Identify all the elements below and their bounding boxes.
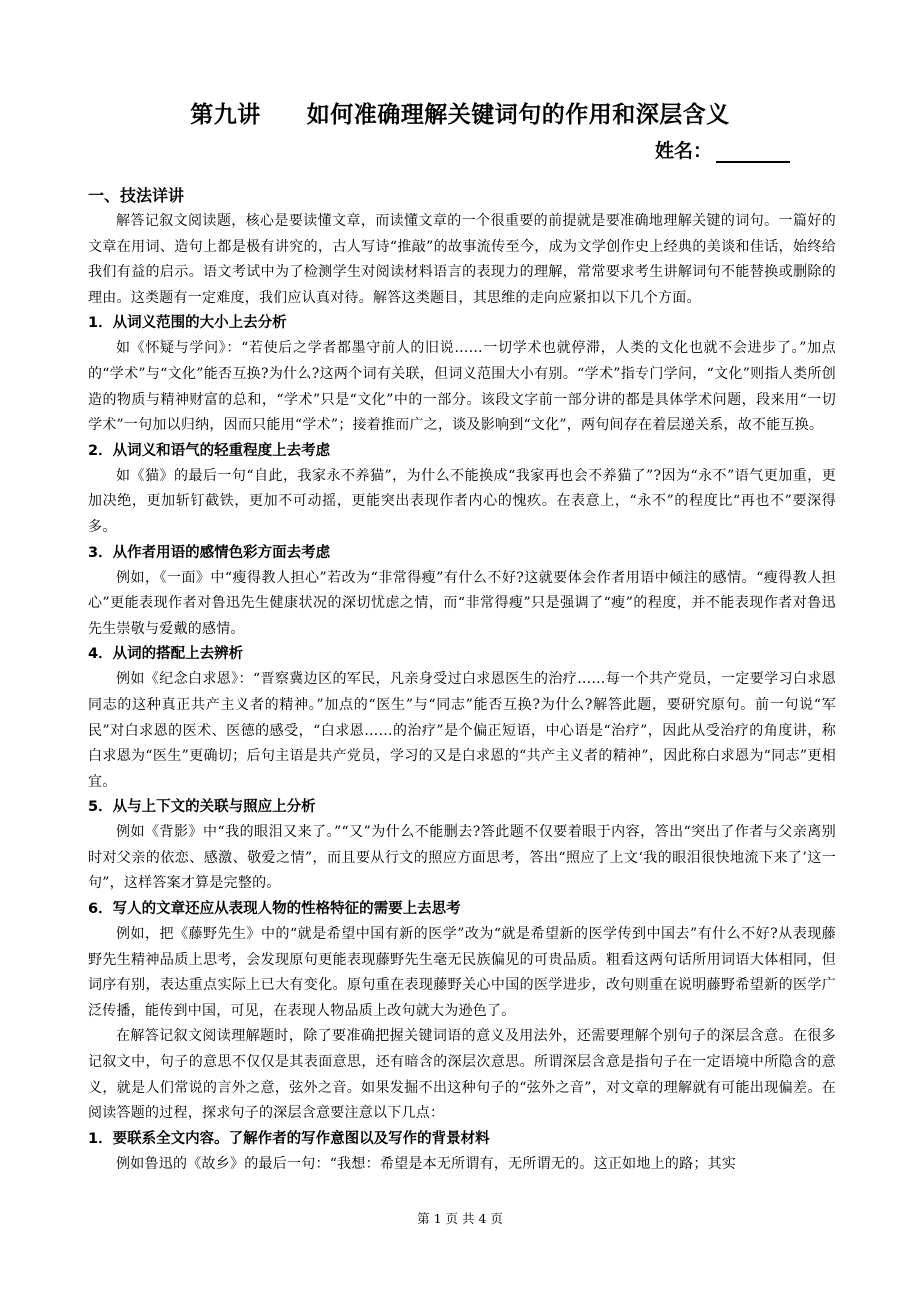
point-heading: 4．从词的搭配上去辨析 — [88, 646, 244, 663]
lecture-number: 第九讲 — [190, 102, 261, 128]
section-heading: 一、技法详讲 — [88, 186, 185, 205]
deep-point-heading: 1．要联系全文内容。了解作者的写作意图以及写作的背景材料 — [88, 1130, 490, 1147]
intro-paragraph: 解答记叙文阅读题，核心是要读懂文章，而读懂文章的一个很重要的前提就是要准确地理解关键的词句。一篇好的文章在用词、造句上都是极有讲究的，古人写诗“推敲”的故事流传至今，成为文学创作史上经典的美谈和佳话，始终给我们有益的启示。语文考试中为了检测学生对阅读材料语言的表现力的理解，常常要求考生讲解词句不能替换或删除的理由。这类题有一定难度，我们应认真对待。解答这类题目，其思维的走向应紧扣以下几个方面。 — [88, 213, 836, 306]
point-paragraph: 例如，《一面》中“瘦得教人担心”若改为“非常得瘦”有什么不好?这就要体会作者用语中倾注的感情。“瘦得教人担心”更能表现作者对鲁迅先生健康状况的深切忧虑之情，而“非常得瘦”只是强调了“瘦”的程度，并不能表现作者对鲁迅先生崇敬与爱戴的感情。 — [88, 569, 836, 637]
point-paragraph: 例如《纪念白求恩》：“晋察冀边区的军民，凡亲身受过白求恩医生的治疗……每一个共产党员，一定要学习白求恩同志的这种真正共产主义者的精神。”加点的“医生”与“同志”能否互换?为什么?解答此题，要研究原句。前一句说“军民”对白求恩的医术、医德的感受，“白求恩……的治疗”是个偏正短语，中心语是“治疗”，因此从受治疗的角度讲，称白求恩为“医生”更确切；后句主语是共产党员，学习的又是白求恩的“共产主义者的精神”，因此称白求恩为“同志”更相宜。 — [88, 671, 836, 790]
lecture-title: 如何准确理解关键词句的作用和深层含义 — [306, 102, 730, 128]
name-blank — [716, 143, 790, 163]
deep-point-paragraph: 例如鲁迅的《故乡》的最后一句：“我想：希望是本无所谓有，无所谓无的。这正如地上的路；其实 — [116, 1155, 737, 1172]
point-heading: 6．写人的文章还应从表现人物的性格特征的需要上去思考 — [88, 901, 461, 918]
point-heading: 1．从词义范围的大小上去分析 — [88, 315, 287, 332]
point-heading: 2．从词义和语气的轻重程度上去考虑 — [88, 442, 331, 459]
document-body — [88, 183, 836, 1177]
name-field — [655, 136, 790, 163]
page-footer: 第 1 页 共 4 页 — [417, 1211, 503, 1226]
page-title — [0, 96, 920, 129]
name-label: 姓名： — [655, 140, 713, 162]
point-paragraph: 例如《背影》中“我的眼泪又来了。”“又”为什么不能删去?答此题不仅要着眼于内容，答出“突出了作者与父亲离别时对父亲的依恋、感激、敬爱之情”，而且要从行文的照应方面思考，答出“照应了上文‘我的眼泪很快地流下来了’这一句”，这样答案才算是完整的。 — [88, 824, 836, 892]
point-paragraph: 如《猫》的最后一句“自此，我家永不养猫”，为什么不能换成“我家再也会不养猫了”?因为“永不”语气更加重，更加决绝，更加斩钉截铁，更加不可动摇，更能突出表现作者内心的愧疚。在表意上，“永不”的程度比“再也不”要深得多。 — [88, 467, 836, 535]
point-paragraph: 例如，把《藤野先生》中的“就是希望中国有新的医学”改为“就是希望新的医学传到中国去”有什么不好?从表现藤野先生精神品质上思考，会发现原句更能表现藤野先生毫无民族偏见的可贵品质。粗看这两句话所用词语大体相同，但词序有别，表达重点实际上已大有变化。原句重在表现藤野关心中国的医学进步，改句则重在说明藤野希望新的医学广泛传播，能传到中国，可见，在表现人物品质上改句就大为逊色了。 — [88, 926, 836, 1019]
point-heading: 5．从与上下文的关联与照应上分析 — [88, 799, 316, 816]
transition-paragraph: 在解答记叙文阅读理解题时，除了要准确把握关键词语的意义及用法外，还需要理解个别句子的深层含意。在很多记叙文中，句子的意思不仅仅是其表面意思，还有暗含的深层次意思。所谓深层含意是指句子在一定语境中所隐含的意义，就是人们常说的言外之意，弦外之音。如果发掘不出这种句子的“弦外之音”，对文章的理解就有可能出现偏差。在阅读答题的过程，探求句子的深层含意要注意以下几点： — [88, 1028, 836, 1122]
point-paragraph: 如《怀疑与学问》：“若使后之学者都墨守前人的旧说……一切学术也就停滞，人类的文化也就不会进步了。”加点的“学术”与“文化”能否互换?为什么?这两个词有关联，但词义范围大小有别。“学术”指专门学问，“文化”则指人类所创造的物质与精神财富的总和，“学术”只是“文化”中的一部分。该段文字前一部分讲的都是具体学术问题，段来用“一切学术”一句加以归纳，因而只能用“学术”；接着推而广之，谈及影响到“文化”，两句间存在着层递关系，故不能互换。 — [88, 340, 836, 434]
point-heading: 3．从作者用语的感情色彩方面去考虑 — [88, 544, 331, 561]
